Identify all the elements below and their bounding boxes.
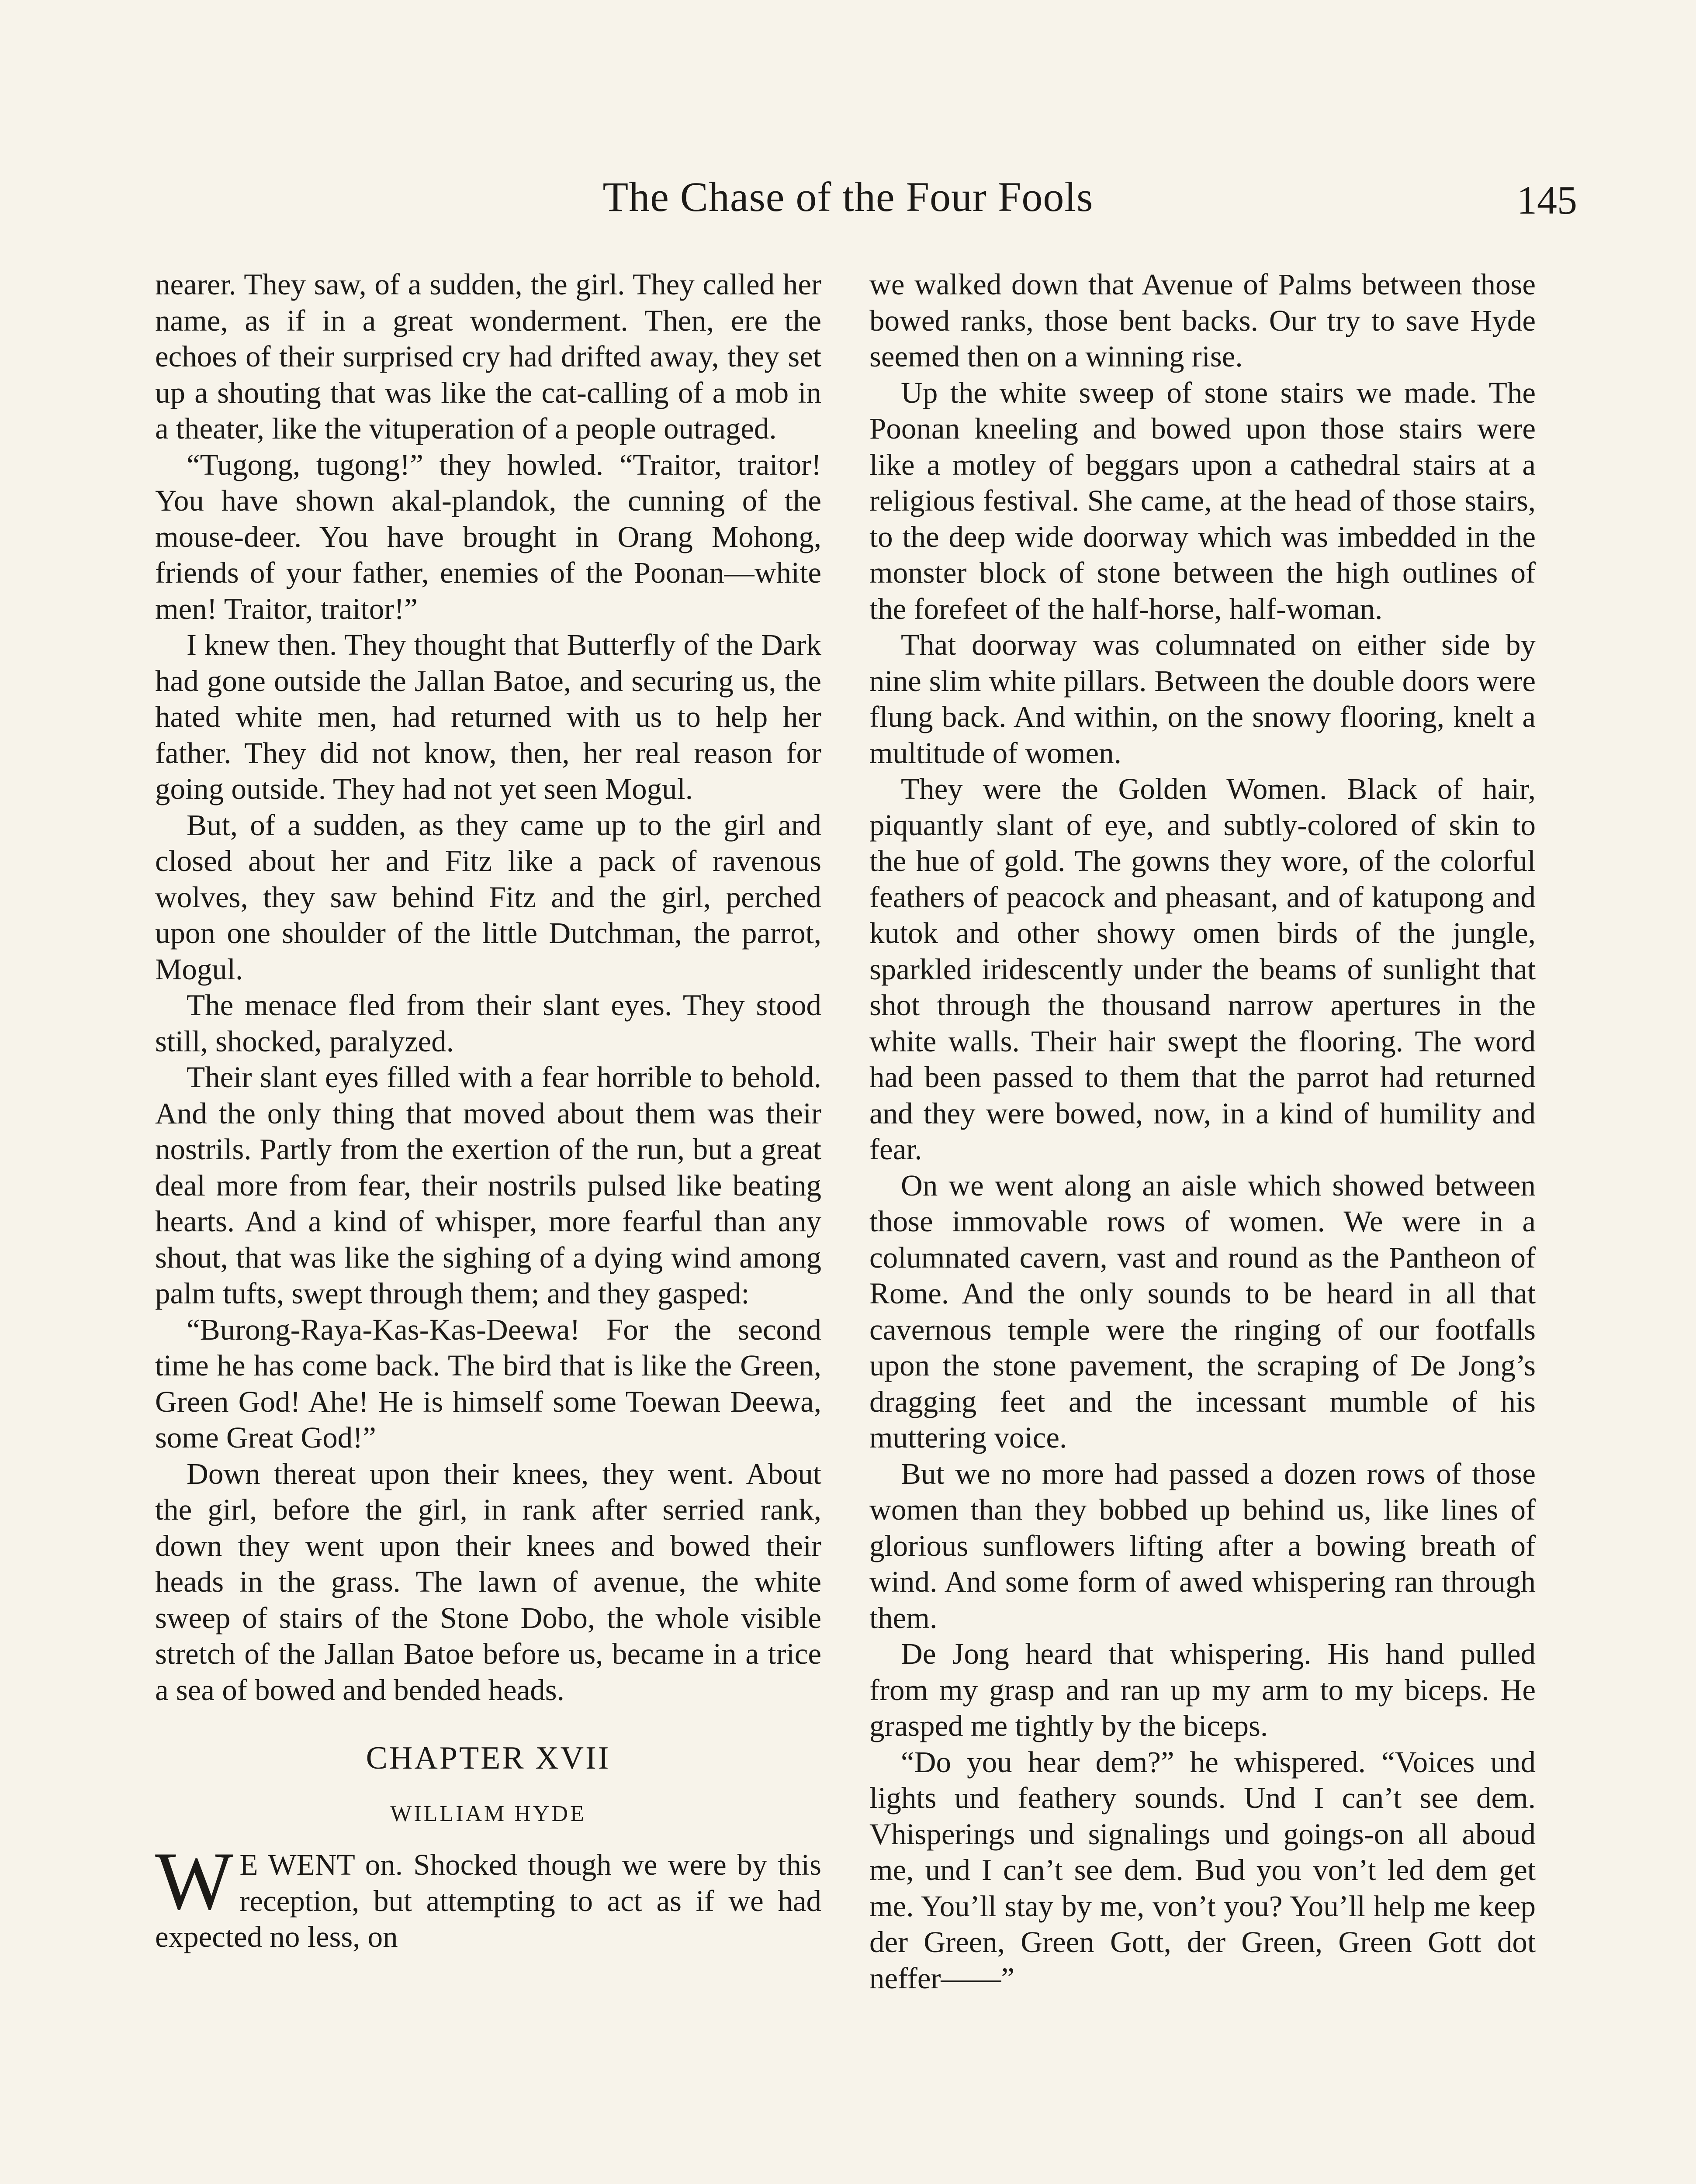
paragraph: They were the Golden Women. Black of hair, piquantly slant of eye, and subtly-colored of skin to the hue of gold. The gowns they wore, of the colorful feathers of peacock and pheasant, and of katupong and kutok and other showy omen birds of the jungle, sparkled iridescently under the beams of sunlight that shot through the thousand narrow apertures in the white walls. Their hair swept the flooring. The word had been passed to them that the parrot had returned and they were bowed, now, in a kind of humility and fear. [869,772,1536,1166]
paragraph: Up the white sweep of stone stairs we made. The Poonan kneeling and bowed upon those stairs were like a motley of beggars upon a cathedral stairs at a religious festival. She came, at the head of those stairs, to the deep wide doorway which was imbedded in the monster block of stone between the high outlines of the forefeet of the half-horse, half-woman. [869,376,1536,625]
chapter-title: WILLIAM HYDE [390,1801,586,1826]
paragraph: “Burong-Raya-Kas-Kas-Deewa! For the second time he has come back. The bird that is like the Green, Green God! Ahe! He is himself some Toewan Deewa, some Great God!” [155,1313,821,1454]
paragraph: “Do you hear dem?” he whispered. “Voices und lights und feathery sounds. Und I can’t see dem. Vhisperings und signalings und goings-on all aboud me, und I can’t see dem. Bud you von’t led dem get me. You’ll stay by me, von’t you? You’ll help me keep der Green, Green Gott, der Green, Green Gott dot neffer——” [869,1745,1536,1995]
paragraph: I knew then. They thought that Butterfly of the Dark had gone outside the Jallan Batoe, and securing us, the hated white men, had returned with us to help her father. They did not know, then, her real reason for going outside. They had not yet seen Mogul. [155,628,821,805]
paragraph: That doorway was columnated on either side by nine slim white pillars. Between the double doors were flung back. And within, on the snowy flooring, knelt a multitude of women. [869,628,1536,770]
paragraph: On we went along an aisle which showed between those immovable rows of women. We were in a columnated cavern, vast and round as the Pantheon of Rome. And the only sounds to be heard in all that cavernous temple were the ringing of our footfalls upon the stone pavement, the scraping of De Jong’s dragging feet and the incessant mumble of his muttering voice. [869,1168,1536,1454]
paragraph: nearer. They saw, of a sudden, the girl. They called her name, as if in a great wonderment. Then, ere the echoes of their surprised cry had drifted away, they set up a shouting that was like the cat-calling of a mob in a theater, like the vituperation of a people outraged. [155,268,821,445]
paragraph: “Tugong, tugong!” they howled. “Traitor, traitor! You have shown akal-plandok, the cunning of the mouse-deer. You have brought in Orang Mohong, friends of your father, enemies of the Poonan—white men! Traitor, traitor!” [155,448,821,625]
running-title: The Chase of the Four Fools [602,173,1094,220]
page-number: 145 [1517,178,1577,222]
chapter-heading: CHAPTER XVII [366,1740,611,1776]
paragraph: But we no more had passed a dozen rows of those women than they bobbed up behind us, like lines of glorious sunflowers lifting after a bowing breath of wind. And some form of awed whispering ran through them. [869,1457,1536,1635]
paragraph: De Jong heard that whispering. His hand pulled from my grasp and ran up my arm to my biceps. He grasped me tightly by the biceps. [869,1637,1536,1742]
drop-cap: W [155,1835,234,1927]
paragraph: Down thereat upon their knees, they went. About the girl, before the girl, in rank after serried rank, down they went upon their knees and bowed their heads in the grass. The lawn of avenue, the white sweep of stairs of the Stone Dobo, the whole visible stretch of the Jallan Batoe before us, became in a trice a sea of bowed and bended heads. [155,1457,821,1707]
paragraph: Their slant eyes filled with a fear horrible to behold. And the only thing that moved about them was their nostrils. Partly from the exertion of the run, but a great deal more from fear, their nostrils pulsed like beating hearts. And a kind of whisper, more fearful than any shout, that was like the sighing of a dying wind among palm tufts, swept through them; and they gasped: [155,1061,821,1310]
chapter-opening-text: E WENT on. Shocked though we were by this reception, but attempting to act as if we had expected no less, on [155,1848,821,1953]
chapter-opening-paragraph [155,1835,821,1955]
paragraph: The menace fled from their slant eyes. They stood still, shocked, paralyzed. [155,988,821,1058]
paragraph: But, of a sudden, as they came up to the girl and closed about her and Fitz like a pack of ravenous wolves, they saw behind Fitz and the girl, perched upon one shoulder of the little Dutchman, the parrot, Mogul. [155,808,821,986]
right-column [869,266,1536,1996]
paragraph: we walked down that Avenue of Palms between those bowed ranks, those bent backs. Our try to save Hyde seemed then on a winning rise. [869,268,1536,373]
left-column [155,266,821,1955]
